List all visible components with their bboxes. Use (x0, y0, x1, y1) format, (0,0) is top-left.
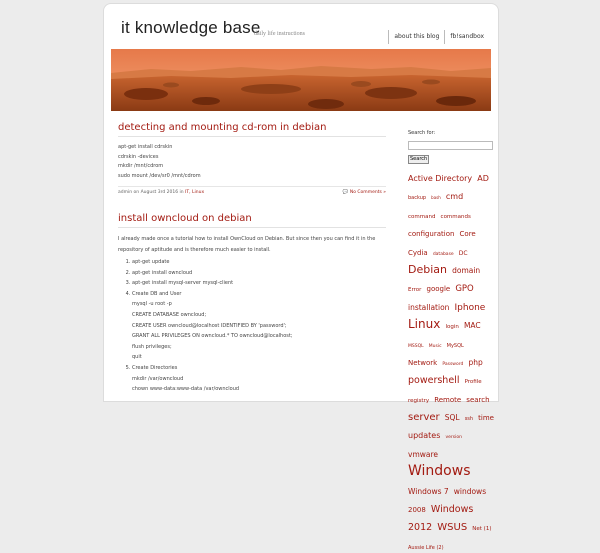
tag-link[interactable]: Windows (430, 504, 474, 516)
step-text: apt-get install mysql-server mysql-client (132, 280, 234, 287)
tag-link[interactable]: Password (442, 361, 464, 367)
tag-link[interactable]: backup (408, 195, 427, 202)
tag-link[interactable]: domain (452, 265, 481, 275)
step-text: Create DB and User (132, 290, 182, 297)
post-author-date: admin on August 3rd 2016 in (118, 190, 186, 195)
list-item (132, 363, 386, 395)
step-subline: GRANT ALL PRIVILEGES ON owncloud.* TO owncloud@localhost; (132, 333, 293, 340)
tag-link[interactable]: Active Directory (408, 174, 473, 183)
list-item (132, 278, 386, 289)
main-content (118, 122, 386, 395)
tag-link[interactable]: Net (1) (472, 526, 492, 533)
tag-link[interactable]: Aussie Life (2) (408, 544, 444, 551)
step-subline: mkdir /var/owncloud (132, 375, 184, 382)
search-input[interactable] (408, 141, 493, 150)
site-title[interactable]: it knowledge base (121, 18, 261, 37)
tag-link[interactable]: Error (408, 287, 422, 294)
tag-link[interactable]: WSUS (437, 522, 468, 534)
comment-icon: 💬 (342, 190, 349, 195)
tag-cloud (408, 167, 494, 553)
tag-link[interactable]: bash (431, 195, 441, 201)
search-label: Search for: (408, 130, 436, 136)
code-line: sudo mount /dev/sr0 /mnt/cdrom (118, 172, 201, 179)
tag-link[interactable]: vmware (408, 449, 439, 459)
tag-link[interactable]: DC (458, 249, 468, 257)
tag-link[interactable]: Windows 7 (408, 486, 449, 496)
post-meta (118, 186, 386, 195)
tag-link[interactable]: windows (453, 486, 487, 496)
post-body (118, 234, 386, 395)
nav-fb-sandbox[interactable]: fb!sandbox (444, 30, 489, 44)
tag-link[interactable]: configuration (408, 230, 455, 239)
sidebar (408, 130, 494, 553)
step-text: apt-get update (132, 259, 170, 265)
step-subline: chown www-data:www-data /var/owncloud (132, 386, 240, 393)
tag-link[interactable]: database (432, 251, 454, 257)
top-navigation (388, 30, 489, 44)
step-subline: CREATE DATABASE owncloud; (132, 311, 207, 318)
step-subline: mysql -u root -p (132, 301, 172, 308)
tag-link[interactable]: installation (408, 302, 450, 312)
list-item (132, 289, 386, 363)
tag-link[interactable]: ssh (464, 416, 474, 423)
tag-link[interactable]: php (468, 357, 483, 367)
tag-link[interactable]: SQL (444, 413, 460, 423)
tag-link[interactable]: Windows (408, 463, 471, 480)
site-tagline: daily life instructions (254, 31, 305, 37)
post-body (118, 143, 386, 181)
list-item (132, 268, 386, 279)
post-intro: I already made once a tutorial how to install OwnCloud on Debian. But since then you can find it in the repository of aptitude and is therefore much easier to install. (118, 236, 376, 253)
code-line: mkdir /mnt/cdrom (118, 163, 164, 169)
post-categories-link[interactable]: IT, Linux (185, 190, 205, 195)
tag-link[interactable]: 2008 (408, 506, 426, 515)
comments-label: No Comments » (349, 190, 386, 195)
tag-link[interactable]: Music (428, 343, 442, 349)
page-container (103, 3, 499, 551)
tag-link[interactable]: Debian (408, 262, 447, 276)
tag-link[interactable]: registry (408, 397, 430, 404)
post-owncloud (118, 213, 386, 395)
post-cdrom (118, 122, 386, 195)
tag-link[interactable]: time (478, 414, 494, 423)
tag-link[interactable]: google (426, 285, 451, 294)
step-text: Create Directories (132, 364, 178, 371)
tag-link[interactable]: Remote (434, 395, 462, 404)
tag-link[interactable]: Profile (464, 379, 482, 386)
step-subline: quit (132, 354, 142, 361)
tag-link[interactable]: powershell (408, 375, 460, 387)
tag-link[interactable]: command (408, 213, 436, 220)
code-line: cdrskin -devices (118, 153, 159, 160)
header-banner-image (111, 49, 491, 111)
tag-link[interactable]: cmd (445, 192, 464, 202)
tag-link[interactable]: commands (440, 213, 471, 220)
tag-link[interactable]: login (445, 324, 459, 331)
tag-link[interactable]: server (408, 412, 440, 424)
tag-link[interactable]: MySQL (446, 342, 464, 349)
tag-link[interactable]: 2012 (408, 522, 433, 534)
tag-link[interactable]: updates (408, 431, 441, 441)
nav-about-this-blog[interactable]: about this blog (388, 30, 444, 44)
tag-link[interactable]: Cydia (408, 248, 428, 257)
tag-link[interactable]: Network (408, 358, 438, 367)
tag-link[interactable]: search (466, 395, 490, 404)
post-byline (118, 190, 204, 195)
install-steps-list (118, 257, 386, 395)
tag-link[interactable]: Core (459, 230, 476, 239)
tag-link[interactable]: Iphone (454, 302, 486, 313)
code-line: apt-get install cdrskin (118, 144, 173, 150)
tag-link[interactable]: Linux (408, 317, 441, 332)
tag-link[interactable]: MAC (463, 321, 481, 331)
step-text: apt-get install owncloud (132, 269, 193, 276)
post-comments-link[interactable] (343, 190, 386, 195)
search-button[interactable]: Search (410, 156, 428, 162)
post-title[interactable]: detecting and mounting cd-rom in debian (118, 122, 386, 137)
tag-link[interactable]: MSSQL (408, 343, 424, 349)
list-item (132, 257, 386, 268)
step-subline: CREATE USER owncloud@localhost IDENTIFIED BY 'password'; (132, 322, 287, 329)
tag-link[interactable]: GPO (455, 284, 474, 295)
step-subline: flush privileges; (132, 343, 172, 350)
tag-link[interactable]: AD (477, 174, 489, 183)
post-title[interactable]: install owncloud on debian (118, 213, 386, 228)
tag-link[interactable]: version (445, 435, 462, 441)
